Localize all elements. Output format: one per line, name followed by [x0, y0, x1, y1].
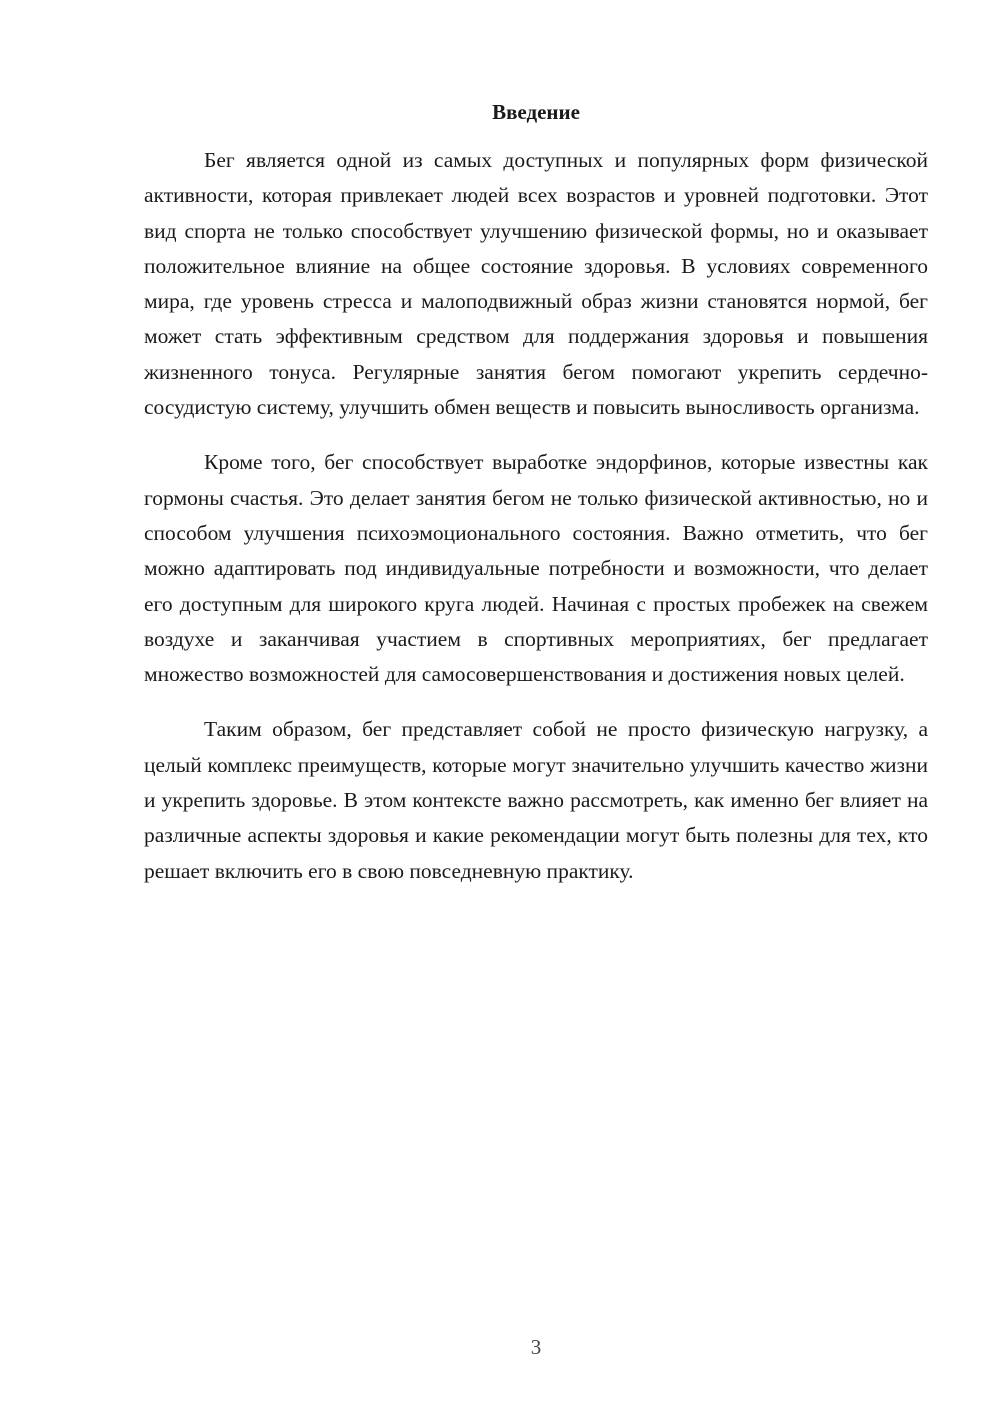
- page-number: 3: [530, 1335, 542, 1359]
- paragraph-1: Бег является одной из самых доступных и популярных форм физической активности, которая привлекает людей всех возрастов и уровней подготовки. Этот вид спорта не только способствует улучшению физической формы, но и оказывает положительное влияние на общее состояние здоровья. В условиях современного мира, где уровень стресса и малоподвижный образ жизни становятся нормой, бег может стать эффективным средством для поддержания здоровья и повышения жизненного тонуса. Регулярные занятия бегом помогают укрепить сердечно-сосудистую систему, улучшить обмен веществ и повысить выносливость организма.: [144, 148, 928, 420]
- paragraph-3: Таким образом, бег представляет собой не просто физическую нагрузку, а целый комплекс преимуществ, которые могут значительно улучшить качество жизни и укрепить здоровье. В этом контексте важно рассмотреть, как именно бег влияет на различные аспекты здоровья и какие рекомендации могут быть полезны для тех, кто решает включить его в свою повседневную практику.: [144, 717, 928, 883]
- body-text: [144, 143, 928, 909]
- section-heading: Введение: [492, 100, 580, 124]
- paragraph-2: Кроме того, бег способствует выработке эндорфинов, которые известны как гормоны счастья. Это делает занятия бегом не только физической активностью, но и способом улучшения психоэмоционального состояния. Важно отметить, что бег можно адаптировать под индивидуальные потребности и возможности, что делает его доступным для широкого круга людей. Начиная с простых пробежек на свежем воздухе и заканчивая участием в спортивных мероприятиях, бег предлагает множество возможностей для самосовершенствования и достижения новых целей.: [144, 450, 928, 687]
